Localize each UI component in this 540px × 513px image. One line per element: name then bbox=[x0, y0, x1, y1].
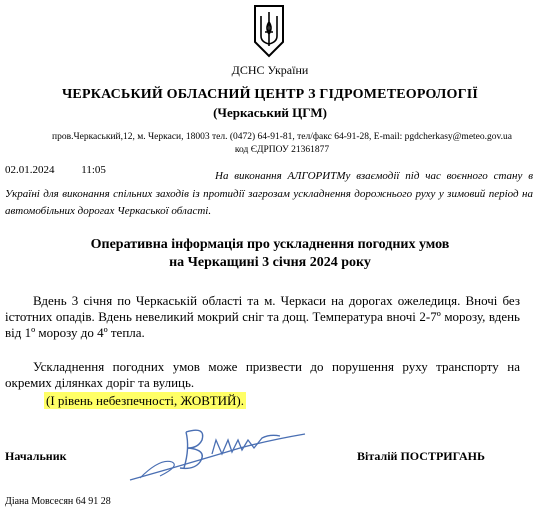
signatory-name: Віталій ПОСТРИГАНЬ bbox=[357, 449, 485, 463]
signatory-role: Начальник bbox=[5, 449, 67, 463]
agency-name: ДСНС України bbox=[231, 63, 309, 77]
issue-time: 11:05 bbox=[81, 164, 106, 176]
address-line: пров.Черкаський,12, м. Черкаси, 18003 тел. (0472) 64-91-81, тел/факс 64-91-28, E-mail: pgdcherkasy@meteo.gov.ua bbox=[52, 132, 512, 142]
trident-emblem-icon bbox=[251, 2, 287, 58]
forecast-text: Вдень 3 січня по Черкаській області та м. Черкаси на дорогах ожеледиця. Вночі без істотних опадів. Вдень невеликий мокрий сніг та дощ. Температура вночі 2-7º морозу, вдень від 1º морозу до 4º тепла. bbox=[5, 293, 520, 340]
basis-note bbox=[5, 168, 533, 221]
contact-address bbox=[22, 131, 540, 157]
forecast-paragraph bbox=[5, 293, 520, 341]
center-short-name: (Черкаський ЦГМ) bbox=[213, 105, 327, 120]
handwritten-signature bbox=[120, 418, 320, 488]
hazard-level-highlight: (І рівень небезпечності, ЖОВТИЙ). bbox=[46, 393, 245, 408]
note-line1: На виконання АЛГОРИТМу взаємодії під час bbox=[215, 170, 441, 182]
note-rest: воєнного стану в Україні для виконання спільних заходів із протидії загрозам ускладнення дорожнього руху у зимовий період на автомобільних дорогах Черкаської області. bbox=[5, 170, 533, 217]
registry-code: код ЄДРПОУ 21361877 bbox=[234, 145, 330, 155]
document-title bbox=[0, 236, 540, 272]
issue-date: 02.01.2024 bbox=[5, 164, 55, 176]
title-line2: на Черкащині 3 січня 2024 року bbox=[169, 255, 371, 270]
title-line1: Оперативна інформація про ускладнення погодних умов bbox=[90, 237, 450, 252]
impact-text: Ускладнення погодних умов може призвести до порушення руху транспорту на окремих ділянках доріг та вулиць. bbox=[5, 359, 520, 390]
executor-contact: Діана Мовсесян 64 91 28 bbox=[5, 496, 111, 507]
impact-paragraph bbox=[5, 359, 520, 391]
center-title: ЧЕРКАСЬКИЙ ОБЛАСНИЙ ЦЕНТР З ГІДРОМЕТЕОРОЛОГІЇ bbox=[61, 87, 479, 102]
